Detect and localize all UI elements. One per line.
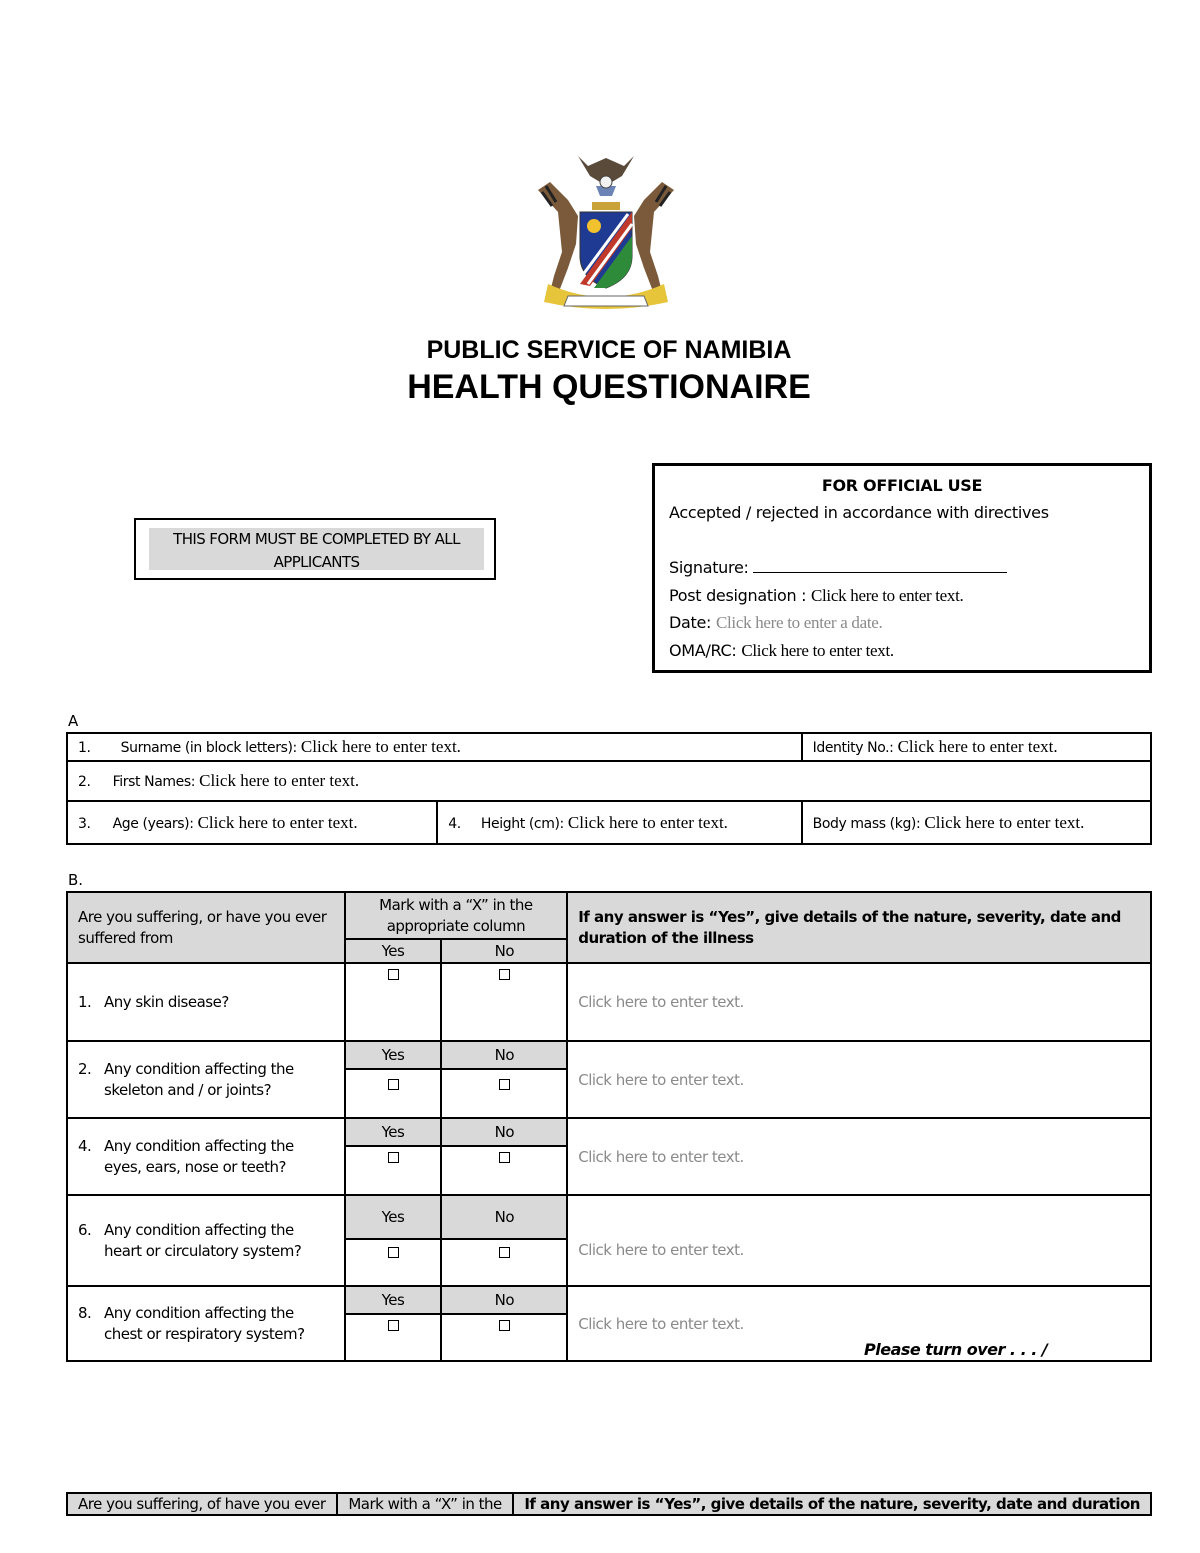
question-number: 1.: [78, 992, 92, 1011]
yes-checkbox[interactable]: [388, 1152, 399, 1163]
age-label: Age (years):: [112, 815, 194, 832]
oma-rc-row: [669, 641, 894, 661]
question-row-2: [67, 1041, 345, 1118]
yes-checkbox[interactable]: [388, 1247, 399, 1258]
question-text: Any condition affecting the: [104, 1303, 294, 1322]
yes-label: Yes: [345, 1118, 442, 1146]
yes-label: Yes: [345, 1195, 442, 1239]
date-label: Date:: [669, 613, 712, 632]
post-designation-row: [669, 586, 964, 606]
first-names-cell: [67, 761, 1151, 801]
yes-label: Yes: [345, 1041, 442, 1069]
question-text: Any condition affecting the: [104, 1059, 294, 1078]
no-checkbox[interactable]: [499, 1320, 510, 1331]
identity-cell: [802, 733, 1151, 761]
yes-checkbox-cell: [345, 1239, 442, 1286]
header-question: Are you suffering, or have you ever suffered from: [67, 892, 345, 963]
yes-checkbox-cell: [345, 1314, 442, 1361]
no-label: No: [441, 1195, 567, 1239]
organization-title: PUBLIC SERVICE OF NAMIBIA: [426, 336, 792, 364]
question-text-continued: skeleton and / or joints?: [104, 1080, 272, 1099]
no-checkbox[interactable]: [499, 1152, 510, 1163]
yes-checkbox[interactable]: [388, 1320, 399, 1331]
question-number: 8.: [78, 1303, 92, 1322]
yes-checkbox-cell: [345, 1069, 442, 1118]
question-text: Any condition affecting the: [104, 1220, 294, 1239]
question-row-1: [67, 963, 345, 1041]
header-details: If any answer is “Yes”, give details of the nature, severity, date and duration: [513, 1493, 1151, 1515]
section-b-label: B.: [68, 871, 84, 889]
form-title: HEALTH QUESTIONAIRE: [407, 368, 811, 406]
surname-cell: [67, 733, 802, 761]
header-yes: Yes: [345, 939, 442, 963]
item-number: 2.: [78, 774, 91, 790]
no-checkbox-cell: [441, 963, 567, 1041]
yes-checkbox[interactable]: [388, 1079, 399, 1090]
identity-label: Identity No.:: [812, 740, 894, 756]
no-checkbox-cell: [441, 1314, 567, 1361]
official-accepted-text: Accepted / rejected in accordance with directives: [669, 503, 1049, 522]
question-number: 4.: [78, 1136, 92, 1155]
section-c-header-table: [66, 1492, 1152, 1516]
height-cell: [437, 801, 801, 844]
question-text: Any condition affecting the: [104, 1136, 294, 1155]
age-cell: [67, 801, 437, 844]
question-number: 6.: [78, 1220, 92, 1239]
details-field[interactable]: Click here to enter text.: [567, 1041, 1151, 1118]
item-number: 4.: [448, 815, 461, 832]
item-number: 3.: [78, 815, 91, 832]
notice-text: THIS FORM MUST BE COMPLETED BY ALL APPLICANTS: [149, 528, 484, 570]
question-row-8: [67, 1286, 345, 1361]
age-field[interactable]: Click here to enter text.: [197, 812, 358, 832]
section-b-table: [66, 891, 1152, 1362]
first-names-field[interactable]: Click here to enter text.: [199, 771, 360, 790]
header-no: No: [441, 939, 567, 963]
no-checkbox-cell: [441, 1239, 567, 1286]
question-number: 2.: [78, 1059, 92, 1078]
question-row-4: [67, 1118, 345, 1195]
no-label: No: [441, 1041, 567, 1069]
date-row: [669, 613, 882, 633]
section-a-table: [66, 732, 1152, 845]
signature-label: Signature:: [669, 558, 749, 577]
post-designation-field[interactable]: Click here to enter text.: [810, 586, 964, 605]
no-checkbox[interactable]: [499, 969, 510, 980]
header-mark: Mark with a “X” in the appropriate column: [345, 892, 568, 939]
height-label: Height (cm):: [480, 815, 564, 832]
header-details: If any answer is “Yes”, give details of the nature, severity, date and duration of the illness: [567, 892, 1151, 963]
height-field[interactable]: Click here to enter text.: [567, 812, 728, 832]
details-field[interactable]: Click here to enter text.: [567, 1195, 1151, 1286]
no-label: No: [441, 1286, 567, 1314]
signature-line[interactable]: [753, 558, 1007, 573]
oma-rc-field[interactable]: Click here to enter text.: [741, 641, 894, 660]
section-a-label: A: [68, 712, 79, 730]
details-field[interactable]: Click here to enter text.: [567, 1118, 1151, 1195]
no-checkbox-cell: [441, 1069, 567, 1118]
identity-field[interactable]: Click here to enter text.: [897, 737, 1058, 756]
yes-checkbox-cell: [345, 963, 442, 1041]
question-text-continued: eyes, ears, nose or teeth?: [104, 1157, 286, 1176]
yes-checkbox-cell: [345, 1146, 442, 1195]
item-number: 1.: [78, 740, 91, 756]
notice-box: [134, 518, 496, 580]
coat-of-arms-logo: [528, 152, 684, 316]
surname-field[interactable]: Click here to enter text.: [300, 737, 461, 756]
official-title: FOR OFFICIAL USE: [821, 476, 983, 495]
no-checkbox[interactable]: [499, 1079, 510, 1090]
date-field[interactable]: Click here to enter a date.: [715, 613, 883, 632]
first-names-label: First Names:: [112, 774, 196, 790]
body-mass-field[interactable]: Click here to enter text.: [924, 812, 1085, 832]
official-use-box: [652, 463, 1152, 673]
details-field[interactable]: Click here to enter text.: [567, 1286, 1151, 1361]
question-text: Any skin disease?: [104, 992, 229, 1011]
surname-label: Surname (in block letters):: [120, 740, 297, 756]
question-row-6: [67, 1195, 345, 1286]
header-mark: Mark with a “X” in the: [337, 1493, 514, 1515]
no-checkbox[interactable]: [499, 1247, 510, 1258]
header-question: Are you suffering, of have you ever: [67, 1493, 337, 1515]
body-mass-label: Body mass (kg):: [812, 815, 921, 832]
question-text-continued: chest or respiratory system?: [104, 1324, 305, 1343]
post-designation-label: Post designation :: [669, 586, 807, 605]
yes-checkbox[interactable]: [388, 969, 399, 980]
turn-over-note: Please turn over . . . /: [864, 1340, 1048, 1359]
signature-row: [669, 558, 1007, 577]
question-text-continued: heart or circulatory system?: [104, 1241, 302, 1260]
no-label: No: [441, 1118, 567, 1146]
body-mass-cell: [802, 801, 1151, 844]
oma-rc-label: OMA/RC:: [669, 641, 737, 660]
details-field[interactable]: Click here to enter text.: [567, 963, 1151, 1041]
yes-label: Yes: [345, 1286, 442, 1314]
no-checkbox-cell: [441, 1146, 567, 1195]
